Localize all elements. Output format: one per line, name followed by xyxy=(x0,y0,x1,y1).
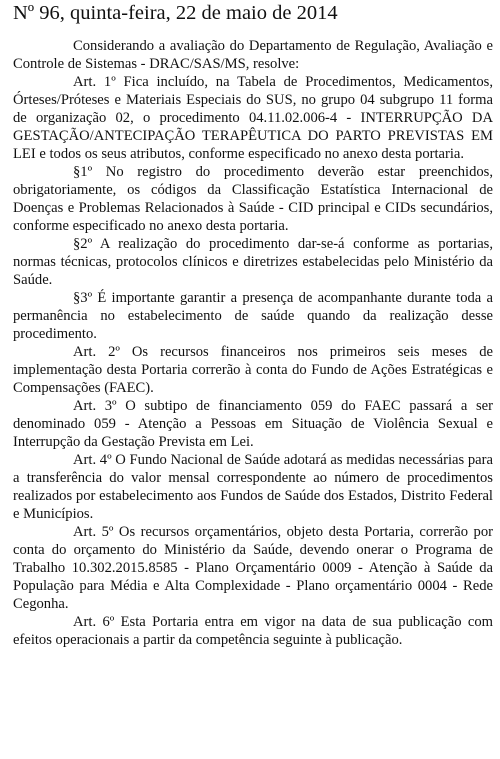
paragraph-art-1-par-3: §3º É importante garantir a presença de acompanhante durante toda a permanência no estabelecimento de saúde quando da realização desse procedimento. xyxy=(13,290,493,342)
paragraph-considerando: Considerando a avaliação do Departamento de Regulação, Avaliação e Controle de Sistemas - DRAC/SAS/MS, resolve: xyxy=(13,38,493,72)
paragraph-art-1-par-1: §1º No registro do procedimento deverão estar preenchidos, obrigatoriamente, os códigos da Classificação Estatística Internacional de Doenças e Problemas Relacionados à Saúde - CID principal e CIDs secundários, conforme especificado no anexo desta portaria. xyxy=(13,164,493,234)
paragraph-art-3: Art. 3º O subtipo de financiamento 059 do FAEC passará a ser denominado 059 - Atenção a Pessoas em Situação de Violência Sexual e Interrupção da Gestação Prevista em Lei. xyxy=(13,398,493,450)
paragraph-art-4: Art. 4º O Fundo Nacional de Saúde adotará as medidas necessárias para a transferência do valor mensal correspondente ao número de procedimentos realizados por estabelecimento aos Fundos de Saúde dos Estados, Distrito Federal e Municípios. xyxy=(13,452,493,522)
paragraph-art-2: Art. 2º Os recursos financeiros nos primeiros seis meses de implementação desta Portaria correrão à conta do Fundo de Ações Estratégicas e Compensações (FAEC). xyxy=(13,344,493,396)
issue-header: Nº 96, quinta-feira, 22 de maio de 2014 xyxy=(13,2,338,24)
paragraph-art-1: Art. 1º Fica incluído, na Tabela de Procedimentos, Medicamentos, Órteses/Próteses e Materiais Especiais do SUS, no grupo 04 subgrupo 11 forma de organização 02, o procedimento 04.11.02.006-4 - INTERRUPÇÃO DA GESTAÇÃO/ANTECIPAÇÃO TERAPÊUTICA DO PARTO PREVISTAS EM LEI e todos os seus atributos, conforme especificado no anexo desta portaria. xyxy=(13,74,493,162)
paragraph-art-5: Art. 5º Os recursos orçamentários, objeto desta Portaria, correrão por conta do orçamento do Ministério da Saúde, devendo onerar o Programa de Trabalho 10.302.2015.8585 - Plano Orçamentário 0009 - Atenção à Saúde da População para Média e Alta Complexidade - Plano orçamentário 0004 - Rede Cegonha. xyxy=(13,524,493,612)
paragraph-art-1-par-2: §2º A realização do procedimento dar-se-á conforme as portarias, normas técnicas, protocolos clínicos e diretrizes estabelecidas pelo Ministério da Saúde. xyxy=(13,236,493,288)
paragraph-art-6: Art. 6º Esta Portaria entra em vigor na data de sua publicação com efeitos operacionais a partir da competência seguinte à publicação. xyxy=(13,614,493,648)
document-body xyxy=(13,37,493,649)
